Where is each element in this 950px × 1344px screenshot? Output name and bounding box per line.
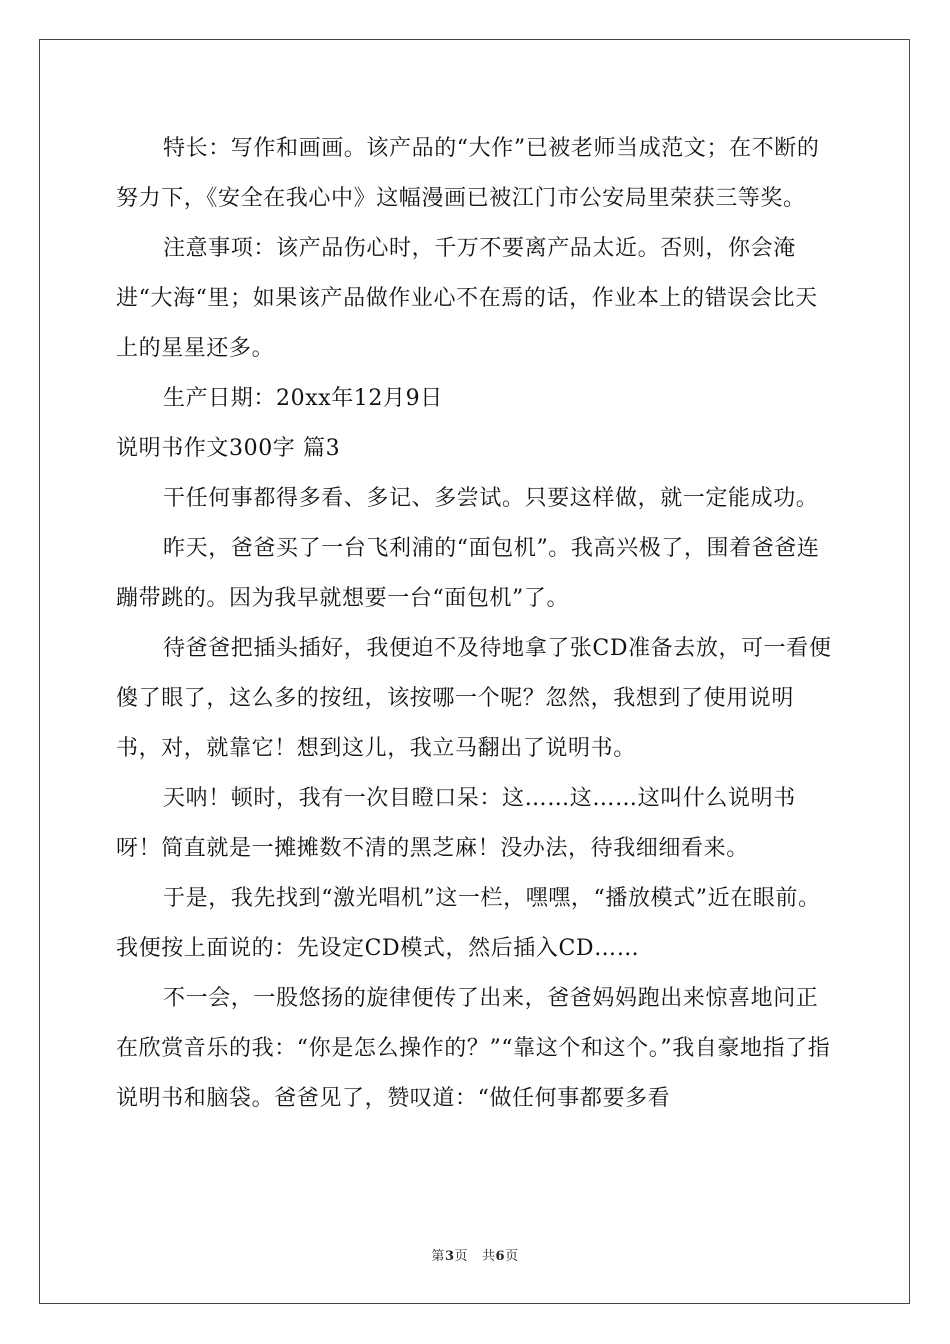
paragraph-notice: 注意事项：该产品伤心时，千万不要离产品太近。否则，你会淹进“大海“里；如果该产品做作业心不在焉的话，作业本上的错误会比天上的星星还多。 bbox=[116, 236, 818, 361]
footer-total-prefix: 共 bbox=[482, 1249, 496, 1264]
document-body bbox=[116, 124, 838, 1124]
footer-page-prefix: 第 bbox=[431, 1249, 445, 1264]
paragraph-music: 不一会，一股悠扬的旋律便传了出来，爸爸妈妈跑出来惊喜地问正在欣赏音乐的我：“你是怎么操作的？”“靠这个和这个。”我自豪地指了指说明书和脑袋。爸爸见了，赞叹道：“做任何事都要多看 bbox=[116, 986, 831, 1111]
paragraph-specialty: 特长：写作和画画。该产品的“大作”已被老师当成范文；在不断的努力下，《安全在我心中》这幅漫画已被江门市公安局里荣获三等奖。 bbox=[116, 136, 820, 211]
footer-page-current: 3 bbox=[444, 1249, 455, 1264]
paragraph-plug-in: 待爸爸把插头插好，我便迫不及待地拿了张CD准备去放，可一看便傻了眼了，这么多的按纽，该按哪一个呢？忽然，我想到了使用说明书，对，就靠它！想到这儿，我立马翻出了说明书。 bbox=[116, 636, 832, 761]
paragraph-surprise: 天呐！顿时，我有一次目瞪口呆：这……这……这叫什么说明书呀！简直就是一摊摊数不清的黑芝麻！没办法，待我细细看来。 bbox=[116, 786, 796, 861]
footer-total-suffix: 页 bbox=[505, 1249, 519, 1264]
paragraph-production-date: 生产日期：20xx年12月9日 bbox=[163, 386, 443, 411]
footer-page-total: 6 bbox=[495, 1249, 506, 1264]
footer-page-suffix: 页 bbox=[454, 1249, 468, 1264]
section-heading: 说明书作文300字 篇3 bbox=[116, 436, 341, 461]
paragraph-yesterday: 昨天，爸爸买了一台飞利浦的“面包机”。我高兴极了，围着爸爸连蹦带跳的。因为我早就想要一台“面包机”了。 bbox=[116, 536, 820, 611]
paragraph-find-mode: 于是，我先找到“激光唱机”这一栏，嘿嘿，“播放模式”近在眼前。我便按上面说的：先设定CD模式，然后插入CD…… bbox=[116, 886, 821, 961]
page-footer bbox=[0, 1245, 950, 1264]
paragraph-intro: 干任何事都得多看、多记、多尝试。只要这样做，就一定能成功。 bbox=[163, 486, 819, 511]
